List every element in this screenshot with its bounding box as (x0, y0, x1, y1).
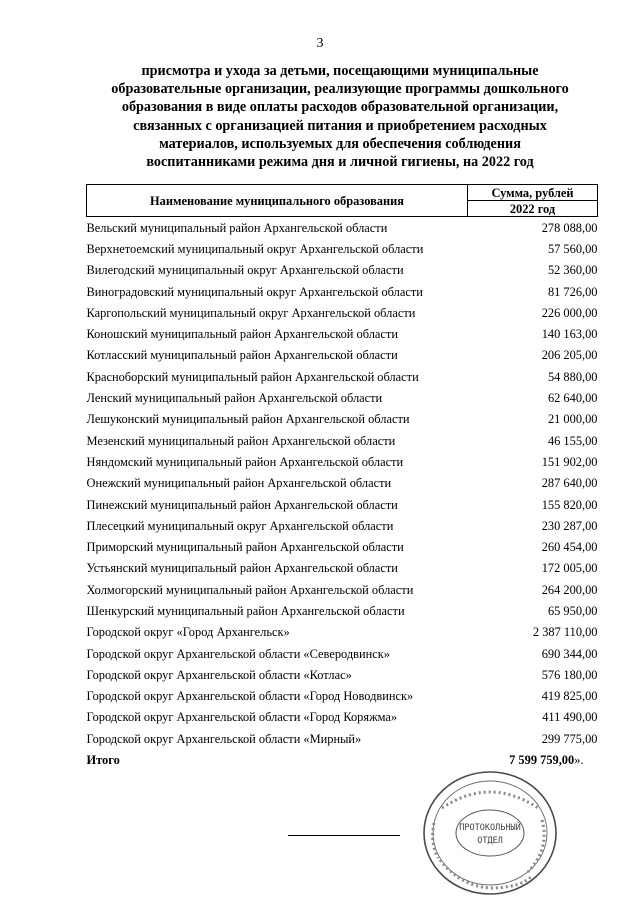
title-line: присмотра и ухода за детьми, посещающими муниципальные (141, 63, 539, 79)
table-row (87, 600, 598, 621)
table-row (87, 728, 598, 749)
total-label: Итого (86, 753, 120, 768)
table-row (87, 345, 598, 366)
municipality-name: Городской округ Архангельской области «Город Новодвинск» (86, 689, 414, 704)
amount-value: 172 005,00 (541, 561, 598, 576)
table-row (87, 622, 598, 643)
title-line: образования в виде оплаты расходов образовательной организации, (121, 99, 559, 116)
municipality-name: Шенкурский муниципальный район Архангельской области (86, 603, 405, 618)
table-row (87, 430, 598, 451)
svg-text:ОТДЕЛ: ОТДЕЛ (477, 836, 503, 846)
closing-quote: ». (574, 753, 584, 768)
table-row (87, 494, 598, 515)
amount-value: 299 775,00 (541, 731, 598, 746)
municipality-name: Вельский муниципальный район Архангельской области (86, 220, 388, 235)
municipality-name: Няндомский муниципальный район Архангельской области (86, 454, 404, 469)
municipality-name: Приморский муниципальный район Архангельской области (86, 540, 404, 555)
table-row (87, 579, 598, 600)
amount-value: 140 163,00 (541, 327, 598, 342)
total-amount: 7 599 759,00 (509, 753, 575, 768)
amount-value: 81 726,00 (547, 284, 598, 299)
amount-value: 260 454,00 (541, 540, 598, 555)
table-row (87, 281, 598, 302)
column-header-name: Наименование муниципального образования (87, 185, 468, 217)
table-row (87, 260, 598, 281)
table-row (87, 515, 598, 536)
table-row (87, 664, 598, 685)
amount-value: 155 820,00 (541, 497, 598, 512)
municipality-name: Котласский муниципальный район Архангельской области (86, 348, 398, 363)
title-line: образовательные организации, реализующие программы дошкольного (111, 81, 569, 98)
amount-value: 46 155,00 (547, 433, 598, 448)
table-row (87, 686, 598, 707)
amount-value: 230 287,00 (541, 518, 598, 533)
amount-value: 226 000,00 (541, 305, 598, 320)
municipality-name: Верхнетоемский муниципальный округ Архангельской области (86, 241, 424, 256)
municipality-name: Городской округ Архангельской области «Город Коряжма» (86, 710, 398, 725)
municipality-name: Городской округ «Город Архангельск» (86, 625, 290, 640)
signature-line (288, 835, 400, 836)
amount-value: 52 360,00 (547, 263, 598, 278)
table-row (87, 707, 598, 728)
municipality-name: Холмогорский муниципальный район Архангельской области (86, 582, 414, 597)
table-row (87, 302, 598, 323)
amount-value: 151 902,00 (541, 454, 598, 469)
municipality-name: Городской округ Архангельской области «Мирный» (86, 731, 362, 746)
amount-value: 690 344,00 (541, 646, 598, 661)
page-number: 3 (316, 36, 324, 51)
municipality-name: Виноградовский муниципальный округ Архангельской области (86, 284, 423, 299)
municipality-name: Онежский муниципальный район Архангельской области (86, 476, 392, 491)
amount-value: 287 640,00 (541, 476, 598, 491)
amount-value: 264 200,00 (541, 582, 598, 597)
table-row (87, 387, 598, 408)
table-row (87, 473, 598, 494)
table-row (87, 536, 598, 557)
municipality-name: Пинежский муниципальный район Архангельской области (86, 497, 398, 512)
municipality-name: Мезенский муниципальный район Архангельской области (86, 433, 396, 448)
table-row (87, 409, 598, 430)
table-row (87, 451, 598, 472)
table-row (87, 643, 598, 664)
column-header-sum: Сумма, рублей (468, 185, 598, 201)
table-body (87, 217, 598, 771)
table-row (87, 217, 598, 239)
amount-value: 576 180,00 (541, 667, 598, 682)
title-line: связанных с организацией питания и приобретением расходных (133, 117, 547, 134)
table-header (87, 185, 598, 217)
amount-value: 21 000,00 (547, 412, 598, 427)
svg-text:ПРОТОКОЛЬНЫЙ: ПРОТОКОЛЬНЫЙ (459, 823, 521, 833)
amount-value: 65 950,00 (547, 603, 598, 618)
municipality-name: Городской округ Архангельской области «Северодвинск» (86, 646, 390, 661)
municipality-name: Городской округ Архангельской области «Котлас» (86, 667, 352, 682)
table-row (87, 238, 598, 259)
stamp-seal (420, 768, 560, 898)
amount-value: 57 560,00 (547, 241, 598, 256)
table-row (87, 323, 598, 344)
table-row (87, 558, 598, 579)
table-row (87, 366, 598, 387)
amount-value: 206 205,00 (541, 348, 598, 363)
amount-value: 278 088,00 (541, 220, 598, 235)
amount-value: 54 880,00 (547, 369, 598, 384)
amount-value: 411 490,00 (542, 710, 598, 725)
amount-value: 2 387 110,00 (532, 625, 598, 640)
municipality-name: Ленский муниципальный район Архангельской области (86, 391, 383, 406)
title-line: материалов, используемых для обеспечения соблюдения (159, 135, 521, 152)
municipality-name: Лешуконский муниципальный район Архангельской области (86, 412, 410, 427)
municipality-name: Коношский муниципальный район Архангельской области (86, 327, 398, 342)
title-line: воспитанниками режима дня и личной гигиены, на 2022 год (146, 154, 534, 171)
allocation-table (86, 184, 598, 771)
document-title (80, 62, 600, 171)
municipality-name: Красноборский муниципальный район Архангельской области (86, 369, 419, 384)
municipality-name: Плесецкий муниципальный округ Архангельской области (86, 518, 394, 533)
amount-value: 419 825,00 (541, 689, 598, 704)
municipality-name: Устьянский муниципальный район Архангельской области (86, 561, 398, 576)
municipality-name: Вилегодский муниципальный округ Архангельской области (86, 263, 404, 278)
amount-value: 62 640,00 (547, 391, 598, 406)
column-header-year: 2022 год (468, 201, 598, 217)
municipality-name: Каргопольский муниципальный округ Архангельской области (86, 305, 416, 320)
